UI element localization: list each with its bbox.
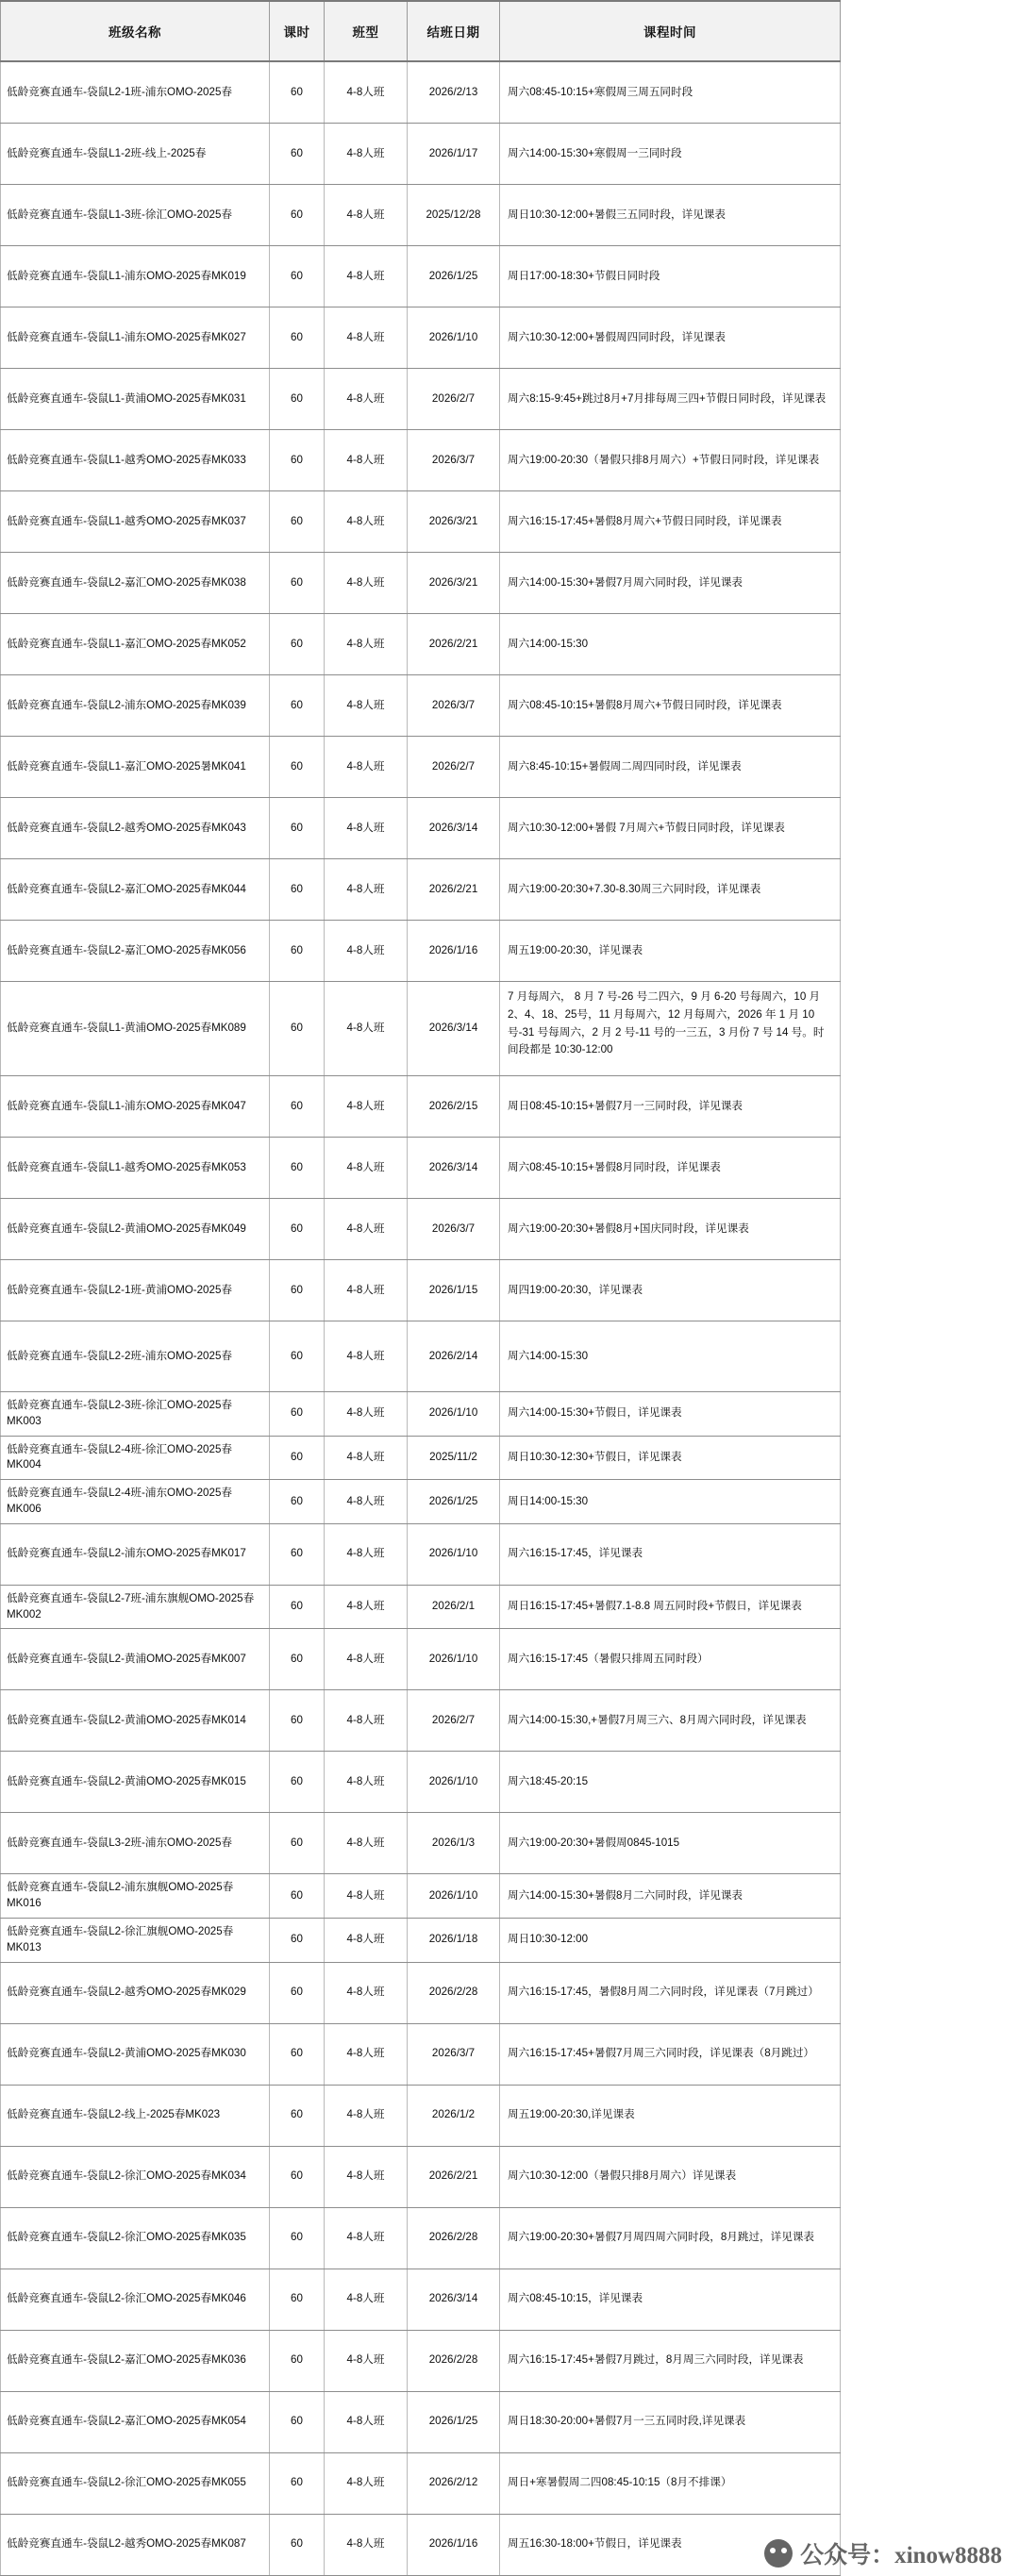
table-row <box>1 1076 841 1138</box>
table-row <box>1 1752 841 1813</box>
cell-time: 周日10:30-12:00+暑假三五同时段，详见课表 <box>500 185 841 246</box>
cell-type: 4-8人班 <box>325 675 408 737</box>
cell-time: 周六16:15-17:45（暑假只排周五同时段） <box>500 1629 841 1690</box>
cell-type: 4-8人班 <box>325 369 408 430</box>
cell-time: 周六14:00-15:30+暑假7月周六同时段，详见课表 <box>500 553 841 614</box>
cell-date: 2026/1/15 <box>408 1260 500 1321</box>
cell-date: 2026/2/12 <box>408 2452 500 2514</box>
cell-hours: 60 <box>270 2269 325 2330</box>
table-row <box>1 921 841 982</box>
cell-date: 2025/12/28 <box>408 185 500 246</box>
table-row <box>1 61 841 124</box>
cell-date: 2026/3/14 <box>408 798 500 859</box>
cell-type: 4-8人班 <box>325 798 408 859</box>
cell-name: 低龄竞赛直通车-袋鼠L2-徐汇OMO-2025春MK046 <box>1 2269 270 2330</box>
cell-type: 4-8人班 <box>325 1629 408 1690</box>
cell-date: 2026/3/7 <box>408 1199 500 1260</box>
table-row <box>1 553 841 614</box>
cell-name: 低龄竞赛直通车-袋鼠L2-浦东旗舰OMO-2025春MK016 <box>1 1874 270 1919</box>
cell-date: 2025/11/2 <box>408 1436 500 1480</box>
table-row <box>1 859 841 921</box>
cell-time: 周六19:00-20:30+7.30-8.30周三六同时段，详见课表 <box>500 859 841 921</box>
cell-date: 2026/2/7 <box>408 737 500 798</box>
cell-date: 2026/3/21 <box>408 491 500 553</box>
cell-name: 低龄竞赛直通车-袋鼠L2-线上-2025春MK023 <box>1 2085 270 2146</box>
cell-name: 低龄竞赛直通车-袋鼠L2-徐汇OMO-2025春MK034 <box>1 2146 270 2207</box>
cell-type: 4-8人班 <box>325 859 408 921</box>
cell-time: 周六08:45-10:15，详见课表 <box>500 2269 841 2330</box>
cell-type: 4-8人班 <box>325 1690 408 1752</box>
cell-name: 低龄竞赛直通车-袋鼠L2-浦东OMO-2025春MK039 <box>1 675 270 737</box>
cell-date: 2026/1/10 <box>408 1752 500 1813</box>
cell-time: 周五19:00-20:30，详见课表 <box>500 921 841 982</box>
cell-name: 低龄竞赛直通车-袋鼠L2-嘉汇OMO-2025春MK056 <box>1 921 270 982</box>
cell-date: 2026/1/10 <box>408 1392 500 1437</box>
cell-type: 4-8人班 <box>325 124 408 185</box>
cell-name: 低龄竞赛直通车-袋鼠L2-越秀OMO-2025春MK029 <box>1 1962 270 2023</box>
cell-type: 4-8人班 <box>325 2207 408 2269</box>
cell-type: 4-8人班 <box>325 1436 408 1480</box>
table-row <box>1 2452 841 2514</box>
table-row <box>1 2391 841 2452</box>
cell-type: 4-8人班 <box>325 2391 408 2452</box>
column-header-class-type: 班型 <box>325 1 408 61</box>
cell-time: 周五16:30-18:00+节假日，详见课表 <box>500 2514 841 2575</box>
cell-name: 低龄竞赛直通车-袋鼠L2-1班-浦东OMO-2025春 <box>1 61 270 124</box>
cell-date: 2026/2/1 <box>408 1585 500 1629</box>
column-header-end-date: 结班日期 <box>408 1 500 61</box>
table-row <box>1 2146 841 2207</box>
cell-hours: 60 <box>270 1690 325 1752</box>
cell-hours: 60 <box>270 1962 325 2023</box>
cell-date: 2026/1/10 <box>408 307 500 369</box>
cell-type: 4-8人班 <box>325 2514 408 2575</box>
table-row <box>1 1962 841 2023</box>
cell-time: 周日16:15-17:45+暑假7.1-8.8 周五同时段+节假日，详见课表 <box>500 1585 841 1629</box>
cell-hours: 60 <box>270 859 325 921</box>
cell-name: 低龄竞赛直通车-袋鼠L1-嘉汇OMO-2025暑MK041 <box>1 737 270 798</box>
table-row <box>1 185 841 246</box>
cell-hours: 60 <box>270 2330 325 2391</box>
cell-type: 4-8人班 <box>325 2330 408 2391</box>
table-row <box>1 2207 841 2269</box>
table-row <box>1 2269 841 2330</box>
cell-hours: 60 <box>270 246 325 307</box>
cell-time: 周六16:15-17:45+暑假8月周六+节假日同时段，详见课表 <box>500 491 841 553</box>
cell-hours: 60 <box>270 1321 325 1392</box>
table-row <box>1 1629 841 1690</box>
cell-hours: 60 <box>270 921 325 982</box>
cell-hours: 60 <box>270 2514 325 2575</box>
cell-type: 4-8人班 <box>325 430 408 491</box>
cell-hours: 60 <box>270 1629 325 1690</box>
cell-name: 低龄竞赛直通车-袋鼠L2-嘉汇OMO-2025春MK054 <box>1 2391 270 2452</box>
cell-date: 2026/3/7 <box>408 675 500 737</box>
cell-type: 4-8人班 <box>325 1138 408 1199</box>
cell-hours: 60 <box>270 1918 325 1962</box>
cell-time: 周日08:45-10:15+暑假7月一三同时段，详见课表 <box>500 1076 841 1138</box>
cell-time: 周六8:45-10:15+暑假周二周四同时段，详见课表 <box>500 737 841 798</box>
cell-name: 低龄竞赛直通车-袋鼠L2-黄浦OMO-2025春MK015 <box>1 1752 270 1813</box>
cell-time: 周六19:00-20:30+暑假周0845-1015 <box>500 1813 841 1874</box>
cell-time: 周六19:00-20:30（暑假只排8月周六）+节假日同时段，详见课表 <box>500 430 841 491</box>
cell-type: 4-8人班 <box>325 61 408 124</box>
cell-hours: 60 <box>270 307 325 369</box>
cell-name: 低龄竞赛直通车-袋鼠L1-越秀OMO-2025春MK053 <box>1 1138 270 1199</box>
table-row <box>1 1392 841 1437</box>
cell-date: 2026/1/2 <box>408 2085 500 2146</box>
cell-type: 4-8人班 <box>325 246 408 307</box>
cell-time: 周四19:00-20:30，详见课表 <box>500 1260 841 1321</box>
cell-date: 2026/2/28 <box>408 2330 500 2391</box>
cell-date: 2026/1/10 <box>408 1523 500 1585</box>
cell-type: 4-8人班 <box>325 1874 408 1919</box>
cell-time: 周日10:30-12:00 <box>500 1918 841 1962</box>
table-row <box>1 982 841 1076</box>
cell-hours: 60 <box>270 614 325 675</box>
cell-time: 周六14:00-15:30 <box>500 614 841 675</box>
cell-time: 周六8:15-9:45+跳过8月+7月排每周三四+节假日同时段，详见课表 <box>500 369 841 430</box>
table-row <box>1 491 841 553</box>
cell-date: 2026/1/10 <box>408 1629 500 1690</box>
cell-hours: 60 <box>270 1138 325 1199</box>
cell-hours: 60 <box>270 1813 325 1874</box>
table-row <box>1 1874 841 1919</box>
cell-name: 低龄竞赛直通车-袋鼠L2-浦东OMO-2025春MK017 <box>1 1523 270 1585</box>
cell-date: 2026/2/21 <box>408 614 500 675</box>
table-row <box>1 737 841 798</box>
cell-time: 周六18:45-20:15 <box>500 1752 841 1813</box>
table-body <box>1 61 841 2575</box>
cell-name: 低龄竞赛直通车-袋鼠L2-7班-浦东旗舰OMO-2025春MK002 <box>1 1585 270 1629</box>
cell-type: 4-8人班 <box>325 737 408 798</box>
table-row <box>1 369 841 430</box>
cell-hours: 60 <box>270 2207 325 2269</box>
cell-time: 周日17:00-18:30+节假日同时段 <box>500 246 841 307</box>
cell-date: 2026/1/17 <box>408 124 500 185</box>
table-row <box>1 1585 841 1629</box>
cell-name: 低龄竞赛直通车-袋鼠L2-嘉汇OMO-2025春MK038 <box>1 553 270 614</box>
cell-hours: 60 <box>270 124 325 185</box>
table-row <box>1 1690 841 1752</box>
cell-hours: 60 <box>270 369 325 430</box>
table-row <box>1 1260 841 1321</box>
cell-time: 周六14:00-15:30+节假日，详见课表 <box>500 1392 841 1437</box>
cell-time: 周六19:00-20:30+暑假8月+国庆同时段，详见课表 <box>500 1199 841 1260</box>
cell-hours: 60 <box>270 1260 325 1321</box>
cell-date: 2026/1/3 <box>408 1813 500 1874</box>
cell-type: 4-8人班 <box>325 2269 408 2330</box>
cell-type: 4-8人班 <box>325 1585 408 1629</box>
cell-type: 4-8人班 <box>325 1480 408 1524</box>
cell-time: 周六08:45-10:15+暑假8月周六+节假日同时段，详见课表 <box>500 675 841 737</box>
cell-name: 低龄竞赛直通车-袋鼠L3-2班-浦东OMO-2025春 <box>1 1813 270 1874</box>
cell-name: 低龄竞赛直通车-袋鼠L2-黄浦OMO-2025春MK049 <box>1 1199 270 1260</box>
cell-type: 4-8人班 <box>325 1392 408 1437</box>
cell-time: 周六16:15-17:45+暑假7月跳过，8月周三六同时段，详见课表 <box>500 2330 841 2391</box>
cell-name: 低龄竞赛直通车-袋鼠L1-3班-徐汇OMO-2025春 <box>1 185 270 246</box>
cell-name: 低龄竞赛直通车-袋鼠L2-黄浦OMO-2025春MK007 <box>1 1629 270 1690</box>
cell-time: 周日14:00-15:30 <box>500 1480 841 1524</box>
table-row <box>1 1138 841 1199</box>
cell-time: 周六10:30-12:00（暑假只排8月周六）详见课表 <box>500 2146 841 2207</box>
cell-time: 周六14:00-15:30 <box>500 1321 841 1392</box>
cell-type: 4-8人班 <box>325 2146 408 2207</box>
cell-hours: 60 <box>270 675 325 737</box>
cell-name: 低龄竞赛直通车-袋鼠L2-嘉汇OMO-2025春MK036 <box>1 2330 270 2391</box>
cell-name: 低龄竞赛直通车-袋鼠L1-越秀OMO-2025春MK037 <box>1 491 270 553</box>
cell-name: 低龄竞赛直通车-袋鼠L2-黄浦OMO-2025春MK014 <box>1 1690 270 1752</box>
cell-name: 低龄竞赛直通车-袋鼠L2-2班-浦东OMO-2025春 <box>1 1321 270 1392</box>
cell-hours: 60 <box>270 1480 325 1524</box>
cell-name: 低龄竞赛直通车-袋鼠L1-浦东OMO-2025春MK027 <box>1 307 270 369</box>
cell-hours: 60 <box>270 1585 325 1629</box>
cell-type: 4-8人班 <box>325 614 408 675</box>
cell-time: 周六10:30-12:00+暑假周四同时段，详见课表 <box>500 307 841 369</box>
cell-name: 低龄竞赛直通车-袋鼠L2-黄浦OMO-2025春MK030 <box>1 2023 270 2085</box>
cell-hours: 60 <box>270 553 325 614</box>
cell-hours: 60 <box>270 2023 325 2085</box>
table-row <box>1 2330 841 2391</box>
cell-type: 4-8人班 <box>325 1523 408 1585</box>
cell-date: 2026/3/21 <box>408 553 500 614</box>
cell-type: 4-8人班 <box>325 185 408 246</box>
cell-date: 2026/3/14 <box>408 2269 500 2330</box>
table-row <box>1 1199 841 1260</box>
cell-hours: 60 <box>270 491 325 553</box>
cell-type: 4-8人班 <box>325 1962 408 2023</box>
cell-date: 2026/2/21 <box>408 2146 500 2207</box>
cell-date: 2026/2/21 <box>408 859 500 921</box>
cell-date: 2026/1/25 <box>408 1480 500 1524</box>
cell-name: 低龄竞赛直通车-袋鼠L2-4班-浦东OMO-2025春MK006 <box>1 1480 270 1524</box>
table-row <box>1 124 841 185</box>
cell-hours: 60 <box>270 2391 325 2452</box>
cell-time: 周六19:00-20:30+暑假7月周四周六同时段，8月跳过，详见课表 <box>500 2207 841 2269</box>
table-row <box>1 1523 841 1585</box>
cell-name: 低龄竞赛直通车-袋鼠L2-3班-徐汇OMO-2025春MK003 <box>1 1392 270 1437</box>
cell-time: 周六10:30-12:00+暑假 7月周六+节假日同时段，详见课表 <box>500 798 841 859</box>
table-row <box>1 798 841 859</box>
cell-date: 2026/1/18 <box>408 1918 500 1962</box>
cell-time: 周日+寒暑假周二四08:45-10:15（8月不排课） <box>500 2452 841 2514</box>
cell-type: 4-8人班 <box>325 1260 408 1321</box>
cell-time: 周六16:15-17:45，详见课表 <box>500 1523 841 1585</box>
cell-date: 2026/3/7 <box>408 2023 500 2085</box>
table-row <box>1 675 841 737</box>
table-row <box>1 2514 841 2575</box>
cell-name: 低龄竞赛直通车-袋鼠L1-越秀OMO-2025春MK033 <box>1 430 270 491</box>
cell-hours: 60 <box>270 430 325 491</box>
cell-type: 4-8人班 <box>325 2023 408 2085</box>
cell-date: 2026/1/10 <box>408 1874 500 1919</box>
cell-name: 低龄竞赛直通车-袋鼠L2-嘉汇OMO-2025春MK044 <box>1 859 270 921</box>
table-row <box>1 1813 841 1874</box>
cell-date: 2026/2/7 <box>408 1690 500 1752</box>
column-header-course-time: 课程时间 <box>500 1 841 61</box>
table-row <box>1 1321 841 1392</box>
cell-type: 4-8人班 <box>325 1076 408 1138</box>
cell-name: 低龄竞赛直通车-袋鼠L2-徐汇OMO-2025春MK055 <box>1 2452 270 2514</box>
cell-date: 2026/1/25 <box>408 246 500 307</box>
cell-name: 低龄竞赛直通车-袋鼠L2-1班-黄浦OMO-2025春 <box>1 1260 270 1321</box>
cell-name: 低龄竞赛直通车-袋鼠L2-越秀OMO-2025春MK087 <box>1 2514 270 2575</box>
cell-name: 低龄竞赛直通车-袋鼠L1-2班-线上-2025春 <box>1 124 270 185</box>
column-header-class-hours: 课时 <box>270 1 325 61</box>
table-header <box>1 1 841 61</box>
cell-date: 2026/1/25 <box>408 2391 500 2452</box>
cell-date: 2026/2/7 <box>408 369 500 430</box>
cell-date: 2026/2/28 <box>408 1962 500 2023</box>
cell-type: 4-8人班 <box>325 307 408 369</box>
cell-date: 2026/1/16 <box>408 921 500 982</box>
cell-name: 低龄竞赛直通车-袋鼠L1-浦东OMO-2025春MK047 <box>1 1076 270 1138</box>
cell-type: 4-8人班 <box>325 553 408 614</box>
cell-time: 周六08:45-10:15+寒假周三周五同时段 <box>500 61 841 124</box>
cell-hours: 60 <box>270 2452 325 2514</box>
cell-time: 周六14:00-15:30+暑假8月二六同时段，详见课表 <box>500 1874 841 1919</box>
header-row <box>1 1 841 61</box>
cell-date: 2026/2/14 <box>408 1321 500 1392</box>
cell-date: 2026/2/28 <box>408 2207 500 2269</box>
cell-hours: 60 <box>270 798 325 859</box>
cell-hours: 60 <box>270 2085 325 2146</box>
cell-hours: 60 <box>270 1752 325 1813</box>
cell-date: 2026/2/13 <box>408 61 500 124</box>
cell-type: 4-8人班 <box>325 921 408 982</box>
cell-hours: 60 <box>270 1436 325 1480</box>
cell-hours: 60 <box>270 185 325 246</box>
watermark-text: 公众号：xinow8888 <box>800 2542 1002 2568</box>
cell-hours: 60 <box>270 982 325 1076</box>
cell-hours: 60 <box>270 1523 325 1585</box>
cell-time: 周六16:15-17:45，暑假8月周二六同时段，详见课表（7月跳过） <box>500 1962 841 2023</box>
cell-type: 4-8人班 <box>325 2085 408 2146</box>
cell-hours: 60 <box>270 737 325 798</box>
cell-hours: 60 <box>270 1392 325 1437</box>
cell-time: 周日10:30-12:30+节假日，详见课表 <box>500 1436 841 1480</box>
cell-time: 7 月每周六， 8 月 7 号-26 号二四六，9 月 6-20 号每周六，10 月 2、4、18、25号，11 月每周六，12 月每周六，2026 年 1 月 10 号-31 号每周六，2 月 2 号-11 号的一三五，3 月份 7 号 14 号。时间段都是 10:30-12:00 <box>500 982 841 1076</box>
table-row <box>1 2085 841 2146</box>
cell-name: 低龄竞赛直通车-袋鼠L1-黄浦OMO-2025春MK089 <box>1 982 270 1076</box>
column-header-class-name: 班级名称 <box>1 1 270 61</box>
cell-date: 2026/1/16 <box>408 2514 500 2575</box>
cell-time: 周五19:00-20:30,详见课表 <box>500 2085 841 2146</box>
table-row <box>1 1436 841 1480</box>
table-row <box>1 2023 841 2085</box>
cell-type: 4-8人班 <box>325 2452 408 2514</box>
table-row <box>1 430 841 491</box>
cell-date: 2026/3/7 <box>408 430 500 491</box>
table-row <box>1 246 841 307</box>
cell-hours: 60 <box>270 1076 325 1138</box>
cell-name: 低龄竞赛直通车-袋鼠L2-越秀OMO-2025春MK043 <box>1 798 270 859</box>
cell-time: 周六08:45-10:15+暑假8月同时段，详见课表 <box>500 1138 841 1199</box>
cell-type: 4-8人班 <box>325 1918 408 1962</box>
cell-hours: 60 <box>270 2146 325 2207</box>
cell-name: 低龄竞赛直通车-袋鼠L2-徐汇旗舰OMO-2025春MK013 <box>1 1918 270 1962</box>
cell-hours: 60 <box>270 1199 325 1260</box>
cell-name: 低龄竞赛直通车-袋鼠L2-4班-徐汇OMO-2025春MK004 <box>1 1436 270 1480</box>
cell-name: 低龄竞赛直通车-袋鼠L1-黄浦OMO-2025春MK031 <box>1 369 270 430</box>
cell-type: 4-8人班 <box>325 982 408 1076</box>
cell-name: 低龄竞赛直通车-袋鼠L2-徐汇OMO-2025春MK035 <box>1 2207 270 2269</box>
cell-type: 4-8人班 <box>325 1199 408 1260</box>
cell-type: 4-8人班 <box>325 491 408 553</box>
cell-type: 4-8人班 <box>325 1813 408 1874</box>
cell-time: 周日18:30-20:00+暑假7月一三五同时段,详见课表 <box>500 2391 841 2452</box>
cell-name: 低龄竞赛直通车-袋鼠L1-嘉汇OMO-2025春MK052 <box>1 614 270 675</box>
table-row <box>1 307 841 369</box>
cell-type: 4-8人班 <box>325 1321 408 1392</box>
table-row <box>1 1480 841 1524</box>
table-row <box>1 614 841 675</box>
table-row <box>1 1918 841 1962</box>
cell-name: 低龄竞赛直通车-袋鼠L1-浦东OMO-2025春MK019 <box>1 246 270 307</box>
cell-time: 周六14:00-15:30,+暑假7月周三六、8月周六同时段，详见课表 <box>500 1690 841 1752</box>
cell-hours: 60 <box>270 1874 325 1919</box>
cell-date: 2026/3/14 <box>408 1138 500 1199</box>
cell-hours: 60 <box>270 61 325 124</box>
cell-type: 4-8人班 <box>325 1752 408 1813</box>
cell-date: 2026/2/15 <box>408 1076 500 1138</box>
cell-time: 周六16:15-17:45+暑假7月周三六同时段，详见课表（8月跳过） <box>500 2023 841 2085</box>
cell-time: 周六14:00-15:30+寒假周一三同时段 <box>500 124 841 185</box>
cell-date: 2026/3/14 <box>408 982 500 1076</box>
